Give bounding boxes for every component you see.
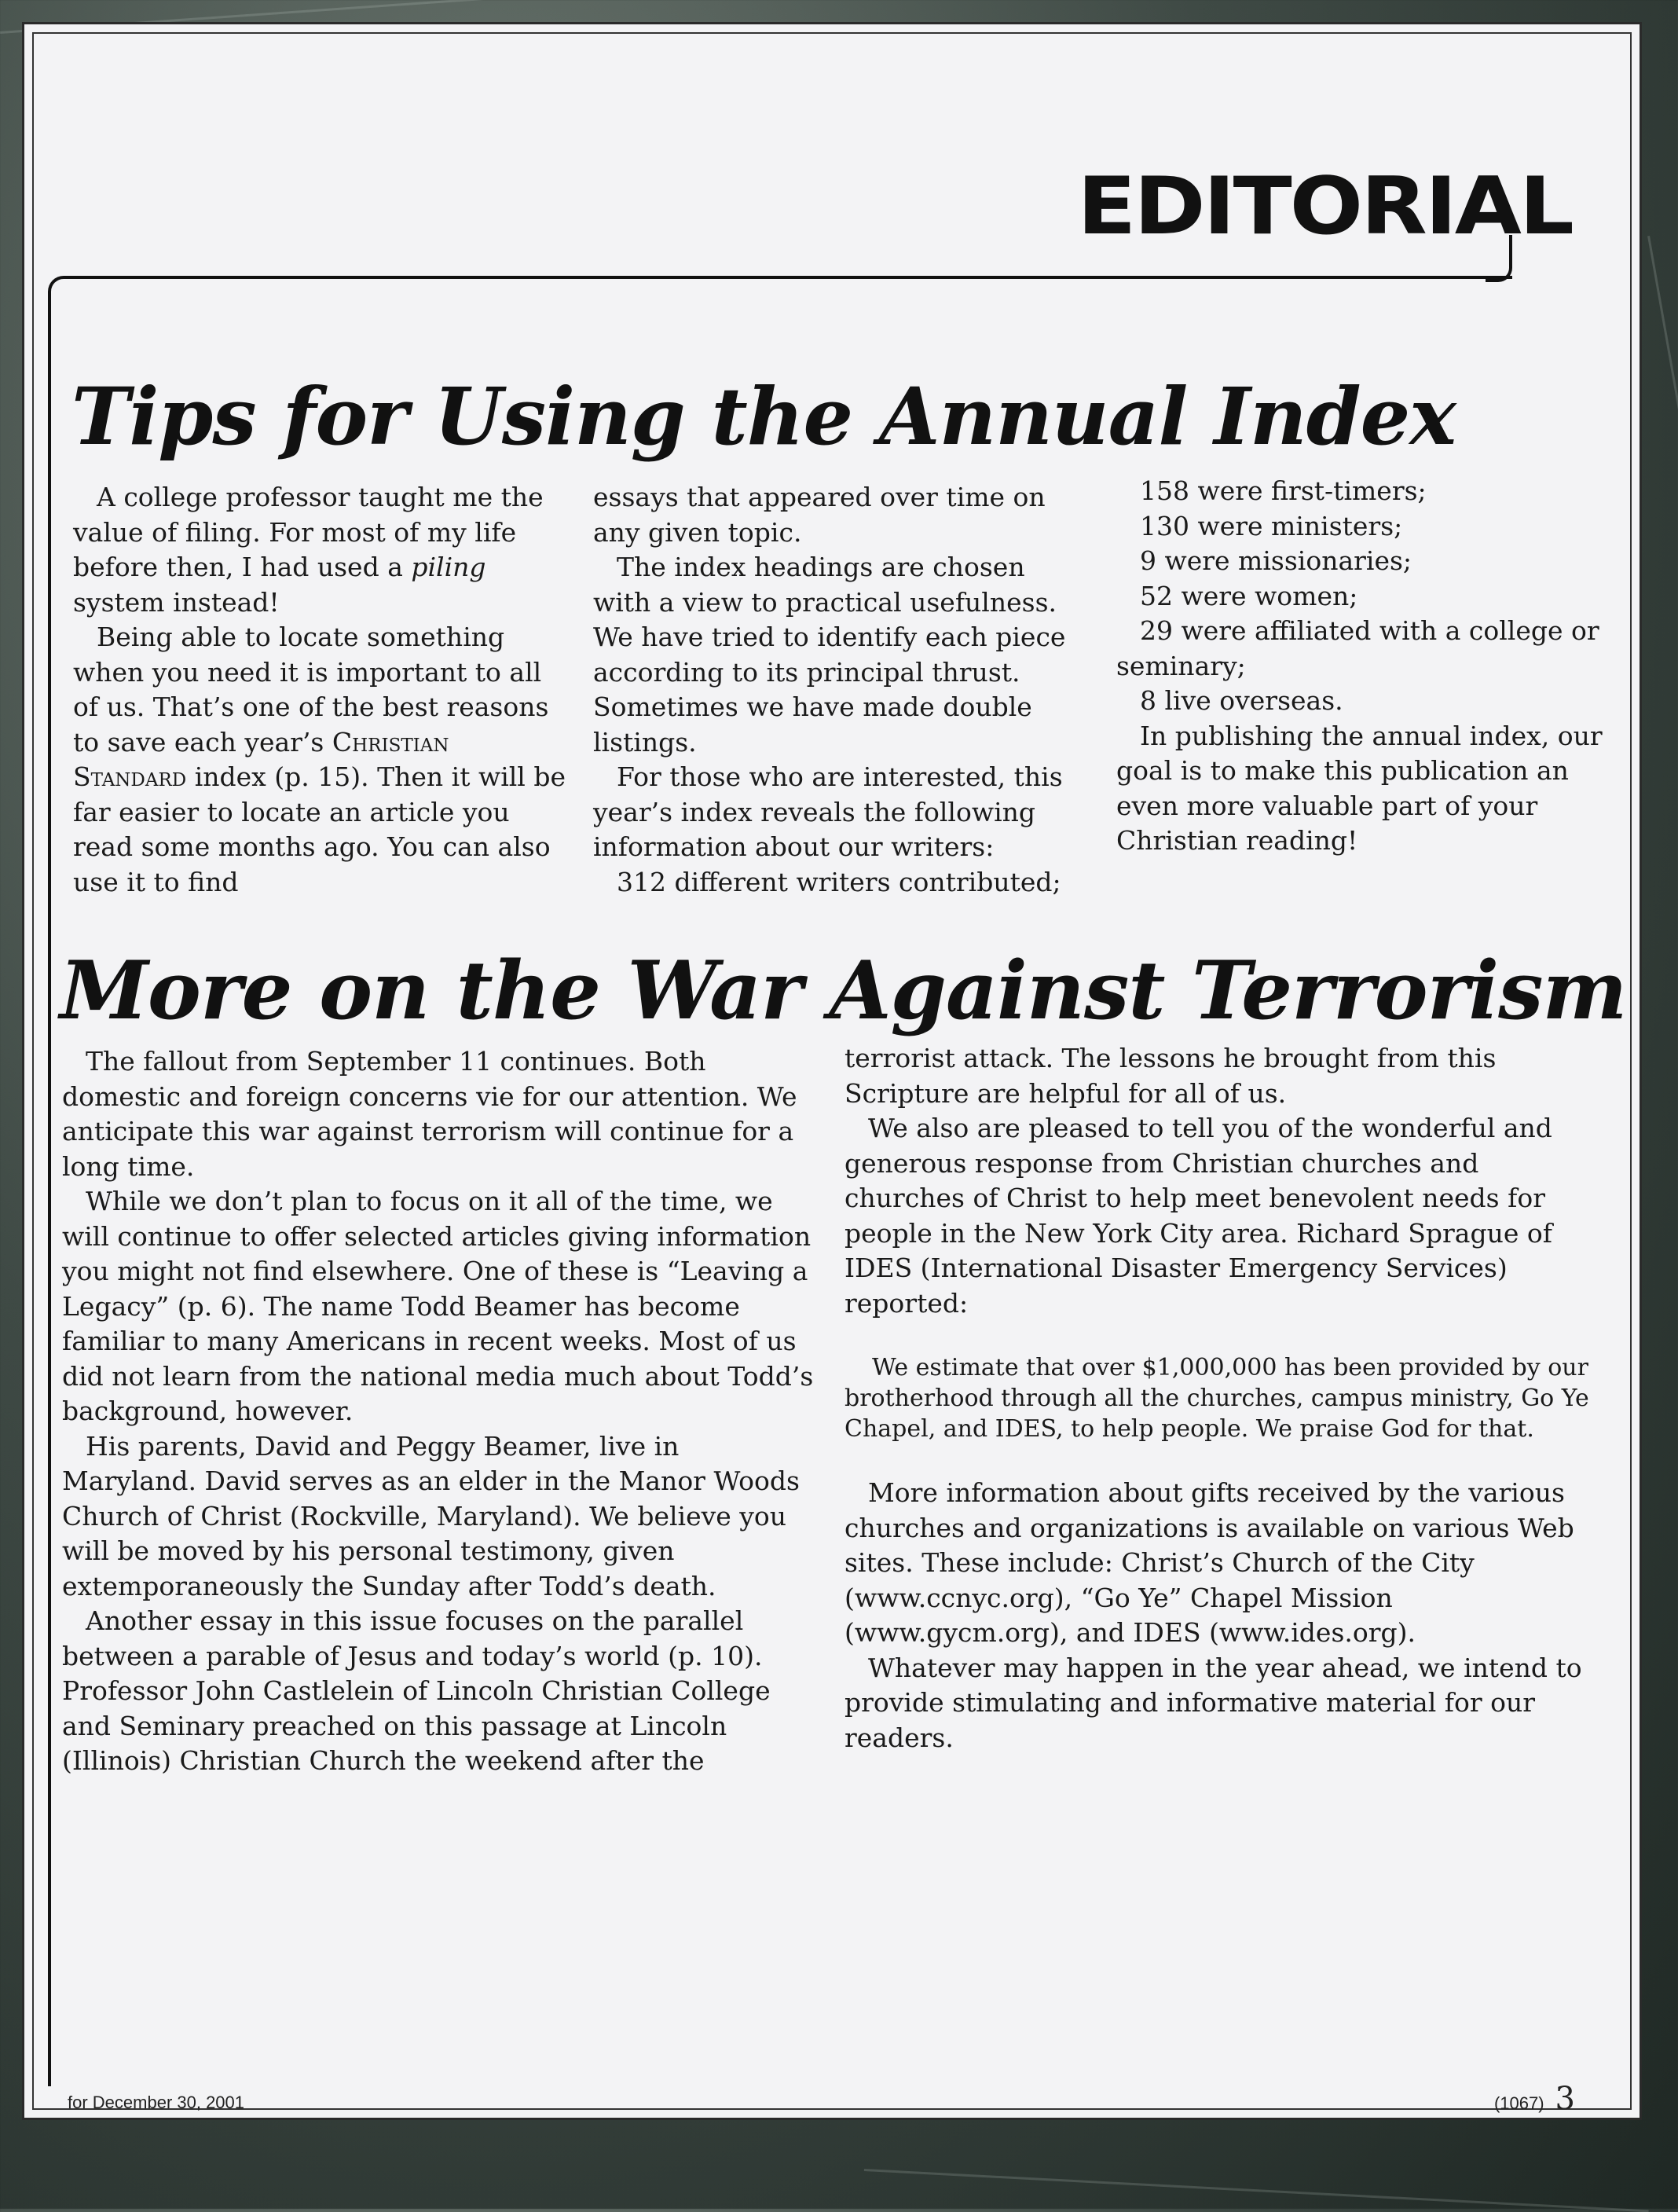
block-quote: We estimate that over $1,000,000 has been provided by our brotherhood through all the churches, campus ministry, Go Ye Chapel, and IDES, to help people. We praise God for that. — [844, 1354, 1589, 1443]
paragraph: For those who are interested, this year’s index reveals the following information about our writers: — [593, 761, 1063, 862]
marble-vein — [1647, 236, 1678, 855]
paragraph: In publishing the annual index, our goal is to make this publication an even more valuable part of your Christian reading! — [1116, 720, 1603, 856]
paragraph: Being able to locate something when you need it is important to all of us. That’s one of the best reasons to save each year’s Christian Standard index (p. 15). Then it will be far easier to locate an article you read some months ago. You can also use it to find — [73, 622, 566, 897]
magazine-page — [22, 22, 1642, 2120]
paragraph: The fallout from September 11 continues. Both domestic and foreign concerns vie for our attention. We anticipate this war against terrorism will continue for a long time. — [62, 1046, 797, 1182]
marble-vein — [864, 2169, 1649, 2212]
paragraph: A college professor taught me the value of filing. For most of my life before then, I had used a piling system instead! — [73, 482, 544, 618]
article-column — [62, 1044, 816, 1779]
paragraph: essays that appeared over time on any given topic. — [593, 482, 1046, 548]
article-column — [73, 480, 568, 900]
paragraph: We also are pleased to tell you of the wonderful and generous response from Christian churches and churches of Christ to help meet benevolent needs for people in the New York City area. Richard Sprague of IDES (International Disaster Emergency Services) reported: — [844, 1113, 1552, 1319]
paragraph: More information about gifts received by the various churches and organizations is available on various Web sites. These include: Christ’s Church of the City (www.ccnyc.org), “Go Ye” Chapel Mission (www.gycm.org), and IDES (www.ides.org). — [844, 1477, 1574, 1648]
editorial-frame-hook — [1486, 235, 1512, 282]
article-column — [844, 1041, 1599, 1755]
article-title: Tips for Using the Annual Index — [71, 370, 1456, 463]
paragraph: Another essay in this issue focuses on the parallel between a parable of Jesus and today’s world (p. 10). Professor John Castlelein of Lincoln Christian College and Seminary preached on this passage at Lincoln (Illinois) Christian Church the weekend after the — [62, 1605, 771, 1776]
page-folio — [1494, 2081, 1575, 2117]
page-number: 3 — [1555, 2081, 1575, 2117]
stat-line: 158 were first-timers; — [1140, 475, 1427, 506]
folio-number: (1067) — [1493, 2093, 1544, 2113]
stat-line: 52 were women; — [1140, 580, 1358, 611]
paragraph: The index headings are chosen with a view to practical usefulness. We have tried to identify each piece according to its principal thrust. Sometimes we have made double listings. — [593, 552, 1066, 758]
article-title: More on the War Against Terrorism — [60, 944, 1627, 1038]
paragraph: His parents, David and Peggy Beamer, live in Maryland. David serves as an elder in the Manor Woods Church of Christ (Rockville, Maryland). We believe you will be moved by his personal testimony, given extemporaneously the Sunday after Todd’s death. — [62, 1430, 800, 1601]
stat-line: 29 were affiliated with a college or seminary; — [1116, 615, 1599, 681]
section-title: EDITORIAL — [1077, 160, 1572, 252]
paragraph: terrorist attack. The lessons he brought from this Scripture are helpful for all of us. — [844, 1043, 1497, 1109]
article-column — [1116, 474, 1619, 859]
masthead — [1077, 146, 1603, 264]
paragraph: Whatever may happen in the year ahead, we intend to provide stimulating and informative material for our readers. — [844, 1652, 1582, 1753]
paragraph: While we don’t plan to focus on it all of the time, we will continue to offer selected articles giving information you might not find elsewhere. One of these is “Leaving a Legacy” (p. 6). The name Todd Beamer has become familiar to many Americans in recent weeks. Most of us did not learn from the national media much about Todd’s background, however. — [62, 1186, 814, 1426]
paragraph: 312 different writers contributed; — [617, 866, 1061, 897]
stat-line: 9 were missionaries; — [1140, 545, 1412, 576]
stat-line: 130 were ministers; — [1140, 510, 1403, 541]
article-column — [593, 480, 1088, 900]
stat-line: 8 live overseas. — [1140, 685, 1343, 716]
issue-date: for December 30, 2001 — [68, 2093, 245, 2112]
